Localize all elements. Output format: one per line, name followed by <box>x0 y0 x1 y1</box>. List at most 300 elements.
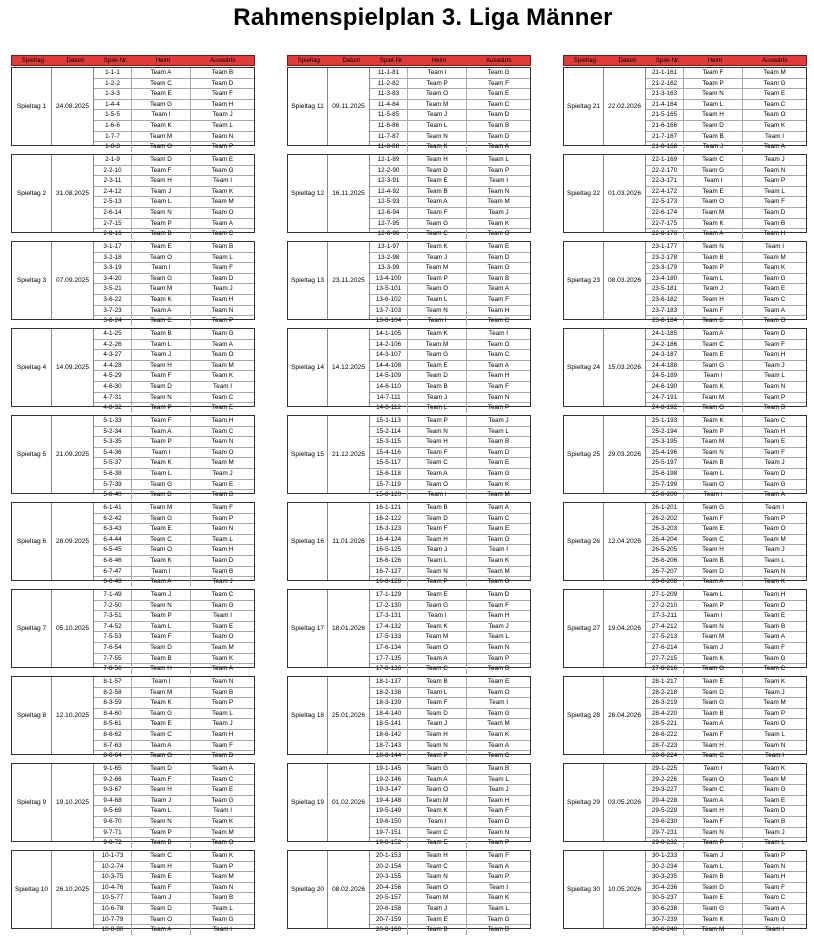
home-team: Team F <box>408 208 467 218</box>
game-number: 7-8-56 <box>94 664 132 674</box>
table-row <box>94 416 254 427</box>
matchday-games <box>646 329 806 412</box>
matchday-block <box>11 676 255 760</box>
away-team: Team J <box>764 688 785 696</box>
game-number: 28-1-217 <box>646 677 684 687</box>
away-team: Team I <box>489 883 508 891</box>
away-team: Team C <box>763 894 786 902</box>
matchday-label: Spieltag 15 <box>288 416 328 493</box>
home-team: Team G <box>684 698 743 708</box>
away-team: Team F <box>764 643 785 651</box>
game-number: 4-8-32 <box>94 403 132 413</box>
table-row <box>646 709 806 720</box>
game-number: 8-7-63 <box>94 741 132 751</box>
game-number: 26-4-204 <box>646 535 684 545</box>
game-number: 3-1-17 <box>94 242 132 252</box>
table-row <box>646 817 806 828</box>
table-row <box>94 664 254 674</box>
away-team: Team E <box>487 525 510 533</box>
game-number: 19-2-146 <box>370 775 408 785</box>
home-team: Team L <box>684 590 743 600</box>
home-team: Team M <box>408 340 467 350</box>
table-row <box>646 545 806 556</box>
away-team: Team K <box>487 556 510 564</box>
matchday-label: Spieltag 19 <box>288 764 328 841</box>
game-number: 21-3-163 <box>646 89 684 99</box>
away-team: Team H <box>763 351 786 359</box>
table-row <box>94 382 254 393</box>
home-team: Team N <box>684 622 743 632</box>
table-row <box>94 556 254 567</box>
away-team: Team G <box>211 601 234 609</box>
home-team: Team A <box>408 654 467 664</box>
table-row <box>370 567 530 578</box>
matchday-block <box>11 241 255 325</box>
table-row <box>94 654 254 665</box>
table-row <box>370 643 530 654</box>
table-header <box>287 55 531 66</box>
home-team: Team F <box>684 817 743 827</box>
away-team: Team B <box>487 665 510 673</box>
table-row <box>646 577 806 587</box>
matchday-label: Spieltag 6 <box>12 503 52 580</box>
matchday-date: 09.11.2025 <box>328 68 370 145</box>
home-team: Team A <box>684 229 743 239</box>
table-row <box>94 263 254 274</box>
away-team: Team M <box>211 459 234 467</box>
home-team: Team D <box>408 709 467 719</box>
matchday-games <box>646 155 806 238</box>
game-number: 15-7-119 <box>370 480 408 490</box>
home-team: Team O <box>132 142 191 152</box>
game-number: 24-2-186 <box>646 340 684 350</box>
away-team: Team E <box>211 622 234 630</box>
table-row <box>646 100 806 111</box>
game-number: 10-7-79 <box>94 915 132 925</box>
away-team: Team L <box>212 904 233 912</box>
table-row <box>370 100 530 111</box>
away-team: Team J <box>488 208 509 216</box>
home-team: Team H <box>684 295 743 305</box>
away-team: Team H <box>211 417 234 424</box>
matchday-games <box>94 416 254 499</box>
table-row <box>370 437 530 448</box>
table-row <box>94 437 254 448</box>
away-team: Team J <box>212 111 233 119</box>
game-number: 23-1-177 <box>646 242 684 252</box>
game-number: 21-2-162 <box>646 79 684 89</box>
game-number: 13-2-98 <box>370 253 408 263</box>
game-number: 10-8-80 <box>94 925 132 935</box>
away-team: Team K <box>763 578 786 586</box>
away-team: Team D <box>763 330 786 337</box>
away-team: Team F <box>764 883 785 891</box>
game-number: 16-8-128 <box>370 577 408 587</box>
home-team: Team D <box>132 904 191 914</box>
away-team: Team K <box>487 219 510 227</box>
away-team: Team L <box>488 633 509 641</box>
home-team: Team E <box>684 524 743 534</box>
game-number: 9-5-69 <box>94 806 132 816</box>
table-row <box>646 469 806 480</box>
home-team: Team P <box>684 838 743 848</box>
home-team: Team C <box>408 664 467 674</box>
home-team: Team P <box>408 79 467 89</box>
home-team: Team G <box>408 601 467 611</box>
home-team: Team E <box>408 361 467 371</box>
matchday-games <box>94 590 254 673</box>
header-cell: Spieltag <box>21 57 45 64</box>
away-team: Team M <box>211 361 234 369</box>
away-team: Team D <box>211 274 234 282</box>
home-team: Team K <box>132 295 191 305</box>
home-team: Team L <box>132 340 191 350</box>
away-team: Team I <box>765 926 784 934</box>
home-team: Team I <box>132 677 191 687</box>
game-number: 28-4-220 <box>646 709 684 719</box>
home-team: Team O <box>132 545 191 555</box>
table-row <box>646 611 806 622</box>
home-team: Team D <box>684 121 743 131</box>
table-row <box>94 719 254 730</box>
game-number: 30-4-236 <box>646 883 684 893</box>
away-team: Team P <box>763 514 786 522</box>
table-row <box>94 176 254 187</box>
home-team: Team C <box>132 79 191 89</box>
game-number: 20-2-154 <box>370 862 408 872</box>
table-row <box>370 622 530 633</box>
table-row <box>370 828 530 839</box>
game-number: 23-2-178 <box>646 253 684 263</box>
away-team: Team G <box>763 274 786 282</box>
matchday-label: Spieltag 5 <box>12 416 52 493</box>
home-team: Team C <box>684 340 743 350</box>
table-row <box>94 121 254 132</box>
game-number: 6-7-47 <box>94 567 132 577</box>
matchday-block <box>563 589 807 673</box>
table-row <box>646 480 806 491</box>
home-team: Team M <box>408 632 467 642</box>
table-row <box>370 590 530 601</box>
away-team: Team M <box>763 775 786 783</box>
away-team: Team M <box>211 828 234 836</box>
game-number: 2-2-10 <box>94 166 132 176</box>
matchday-block <box>563 67 807 151</box>
game-number: 3-3-19 <box>94 263 132 273</box>
matchday-games <box>94 68 254 151</box>
matchday-games <box>94 764 254 847</box>
away-team: Team E <box>487 678 510 685</box>
game-number: 17-2-130 <box>370 601 408 611</box>
game-number: 26-1-201 <box>646 503 684 513</box>
game-number: 9-2-66 <box>94 775 132 785</box>
table-row <box>646 458 806 469</box>
home-team: Team F <box>132 632 191 642</box>
home-team: Team E <box>684 187 743 197</box>
game-number: 29-6-230 <box>646 817 684 827</box>
table-row <box>370 688 530 699</box>
home-team: Team H <box>132 862 191 872</box>
table-row <box>646 121 806 132</box>
home-team: Team D <box>132 490 191 500</box>
home-team: Team L <box>408 121 467 131</box>
table-row <box>370 514 530 525</box>
home-team: Team N <box>132 601 191 611</box>
game-number: 16-3-123 <box>370 524 408 534</box>
table-row <box>94 577 254 587</box>
home-team: Team L <box>408 688 467 698</box>
table-row <box>94 535 254 546</box>
table-row <box>646 142 806 152</box>
home-team: Team F <box>132 371 191 381</box>
table-row <box>94 632 254 643</box>
game-number: 1-6-6 <box>94 121 132 131</box>
matchday-label: Spieltag 30 <box>564 851 604 928</box>
home-team: Team O <box>684 197 743 207</box>
matchday-block <box>563 676 807 760</box>
matchday-date: 26.10.2025 <box>52 851 94 928</box>
table-row <box>94 393 254 404</box>
home-team: Team B <box>684 132 743 142</box>
away-team: Team C <box>487 514 510 522</box>
game-number: 26-3-203 <box>646 524 684 534</box>
home-team: Team C <box>132 535 191 545</box>
away-team: Team K <box>763 121 786 129</box>
game-number: 12-8-96 <box>370 229 408 239</box>
away-team: Team N <box>211 883 234 891</box>
away-team: Team E <box>763 612 786 620</box>
away-team: Team K <box>487 894 510 902</box>
home-team: Team N <box>132 393 191 403</box>
table-row <box>370 274 530 285</box>
table-row <box>370 142 530 152</box>
away-team: Team N <box>487 187 510 195</box>
away-team: Team M <box>211 198 234 206</box>
game-number: 7-4-52 <box>94 622 132 632</box>
home-team: Team I <box>132 448 191 458</box>
matchday-date: 18.01.2026 <box>328 590 370 667</box>
away-team: Team F <box>488 79 509 87</box>
away-team: Team P <box>211 317 234 325</box>
home-team: Team K <box>684 382 743 392</box>
matchday-label: Spieltag 24 <box>564 329 604 406</box>
table-row <box>94 688 254 699</box>
game-number: 24-8-192 <box>646 403 684 413</box>
home-team: Team J <box>408 253 467 263</box>
home-team: Team H <box>132 664 191 674</box>
table-row <box>646 229 806 239</box>
table-row <box>370 775 530 786</box>
home-team: Team N <box>408 427 467 437</box>
table-row <box>370 611 530 622</box>
home-team: Team N <box>408 306 467 316</box>
home-team: Team L <box>408 556 467 566</box>
home-team: Team P <box>132 219 191 229</box>
away-team: Team L <box>764 839 785 847</box>
matchday-block <box>11 850 255 934</box>
away-team: Team O <box>487 578 510 586</box>
matchday-date: 21.09.2025 <box>52 416 94 493</box>
game-number: 23-7-183 <box>646 306 684 316</box>
matchday-date: 29.03.2026 <box>604 416 646 493</box>
away-team: Team C <box>211 427 234 435</box>
table-row <box>646 393 806 404</box>
home-team: Team H <box>684 110 743 120</box>
table-row <box>646 751 806 761</box>
table-row <box>646 915 806 926</box>
home-team: Team F <box>408 524 467 534</box>
table-row <box>646 316 806 326</box>
header-cell: Datum <box>342 57 361 64</box>
game-number: 17-5-133 <box>370 632 408 642</box>
game-number: 18-8-144 <box>370 751 408 761</box>
away-team: Team C <box>763 417 786 424</box>
matchday-block <box>563 850 807 934</box>
away-team: Team F <box>212 741 233 749</box>
away-team: Team G <box>487 69 510 76</box>
home-team: Team P <box>684 79 743 89</box>
game-number: 10-3-75 <box>94 872 132 882</box>
home-team: Team G <box>408 219 467 229</box>
away-team: Team C <box>487 351 510 359</box>
game-number: 28-3-219 <box>646 698 684 708</box>
away-team: Team M <box>763 253 786 261</box>
header-cell: Spiel-Nr. <box>379 57 404 64</box>
away-team: Team P <box>211 143 234 151</box>
home-team: Team C <box>684 785 743 795</box>
game-number: 20-8-160 <box>370 925 408 935</box>
away-team: Team F <box>764 448 785 456</box>
home-team: Team O <box>132 751 191 761</box>
home-team: Team K <box>684 416 743 426</box>
home-team: Team E <box>132 242 191 252</box>
away-team: Team K <box>763 765 786 772</box>
matchday-date: 21.12.2025 <box>328 416 370 493</box>
table-row <box>370 340 530 351</box>
away-team: Team E <box>211 786 234 794</box>
table-row <box>370 284 530 295</box>
header-cell: Heim <box>431 57 446 64</box>
away-team: Team E <box>763 438 786 446</box>
home-team: Team I <box>408 611 467 621</box>
game-number: 8-8-64 <box>94 751 132 761</box>
game-number: 21-6-166 <box>646 121 684 131</box>
matchday-label: Spieltag 17 <box>288 590 328 667</box>
home-team: Team E <box>684 677 743 687</box>
game-number: 30-7-239 <box>646 915 684 925</box>
matchday-games <box>646 242 806 325</box>
home-team: Team N <box>408 132 467 142</box>
away-team: Team L <box>488 156 509 163</box>
home-team: Team M <box>684 632 743 642</box>
game-number: 29-4-228 <box>646 796 684 806</box>
away-team: Team F <box>764 340 785 348</box>
table-row <box>646 730 806 741</box>
matchday-label: Spieltag 8 <box>12 677 52 754</box>
home-team: Team I <box>684 490 743 500</box>
away-team: Team D <box>211 79 234 87</box>
home-team: Team H <box>132 361 191 371</box>
home-team: Team P <box>408 751 467 761</box>
away-team: Team J <box>764 546 785 554</box>
table-row <box>646 851 806 862</box>
table-row <box>646 416 806 427</box>
table-row <box>646 796 806 807</box>
game-number: 13-8-104 <box>370 316 408 326</box>
table-row <box>370 851 530 862</box>
game-number: 4-7-31 <box>94 393 132 403</box>
game-number: 9-7-71 <box>94 828 132 838</box>
matchday-block <box>11 154 255 238</box>
game-number: 15-6-118 <box>370 469 408 479</box>
away-team: Team A <box>764 633 785 641</box>
table-row <box>646 654 806 665</box>
matchday-date: 01.03.2026 <box>604 155 646 232</box>
home-team: Team J <box>408 110 467 120</box>
table-row <box>646 448 806 459</box>
table-row <box>646 371 806 382</box>
game-number: 25-5-197 <box>646 458 684 468</box>
table-row <box>94 371 254 382</box>
game-number: 15-2-114 <box>370 427 408 437</box>
table-row <box>94 925 254 935</box>
matchday-games <box>370 155 530 238</box>
matchday-block <box>11 502 255 586</box>
game-number: 4-2-26 <box>94 340 132 350</box>
table-row <box>370 503 530 514</box>
matchday-block <box>287 589 531 673</box>
home-team: Team B <box>684 556 743 566</box>
home-team: Team J <box>684 142 743 152</box>
table-row <box>646 688 806 699</box>
game-number: 19-5-149 <box>370 806 408 816</box>
matchday-games <box>646 68 806 151</box>
table-row <box>94 764 254 775</box>
home-team: Team E <box>408 176 467 186</box>
game-number: 3-5-21 <box>94 284 132 294</box>
game-number: 13-6-102 <box>370 295 408 305</box>
home-team: Team E <box>132 524 191 534</box>
game-number: 4-4-28 <box>94 361 132 371</box>
home-team: Team E <box>132 89 191 99</box>
away-team: Team K <box>211 817 234 825</box>
table-row <box>94 448 254 459</box>
home-team: Team C <box>684 751 743 761</box>
away-team: Team A <box>488 361 509 369</box>
away-team: Team G <box>487 469 510 477</box>
game-number: 5-1-33 <box>94 416 132 426</box>
home-team: Team B <box>132 654 191 664</box>
matchday-block <box>11 67 255 151</box>
table-row <box>370 253 530 264</box>
table-row <box>646 514 806 525</box>
away-team: Team F <box>764 198 785 206</box>
home-team: Team N <box>408 872 467 882</box>
away-team: Team A <box>212 765 233 772</box>
home-team: Team D <box>684 883 743 893</box>
home-team: Team D <box>132 382 191 392</box>
away-team: Team J <box>764 361 785 369</box>
table-row <box>646 925 806 935</box>
table-row <box>370 698 530 709</box>
home-team: Team J <box>132 796 191 806</box>
header-cell: Datum <box>618 57 637 64</box>
table-row <box>646 166 806 177</box>
table-row <box>370 295 530 306</box>
table-row <box>370 915 530 926</box>
home-team: Team L <box>132 469 191 479</box>
home-team: Team A <box>408 197 467 207</box>
